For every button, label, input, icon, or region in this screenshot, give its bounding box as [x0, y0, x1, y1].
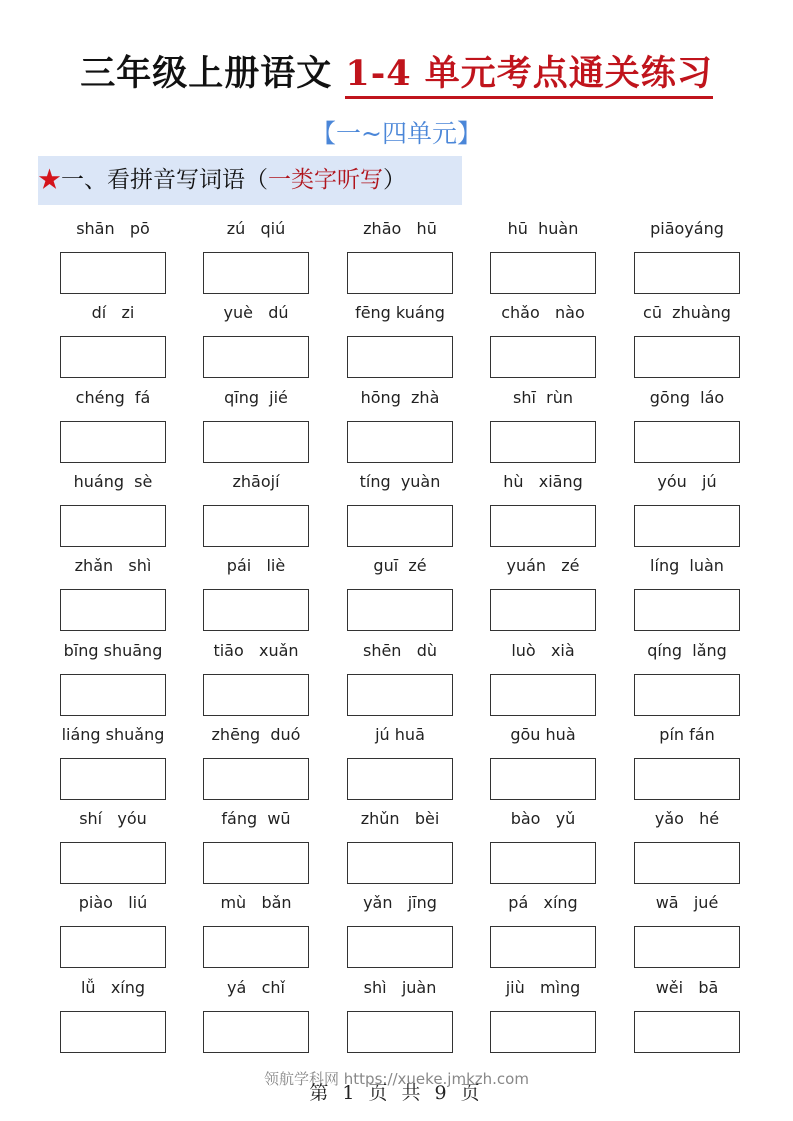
pinyin-label: pá xíng — [508, 893, 578, 913]
section-close-paren: ） — [383, 167, 406, 193]
pinyin-label: pín fán — [659, 724, 715, 744]
pinyin-label: shí yóu — [79, 809, 147, 829]
pinyin-label: yǎo hé — [654, 809, 720, 829]
pinyin-label: piāoyáng — [650, 219, 724, 238]
pinyin-label: fáng wū — [221, 809, 291, 829]
pinyin-label: jú huā — [375, 724, 425, 744]
answer-box[interactable] — [347, 842, 453, 884]
section-header — [38, 156, 462, 205]
page-footer: 第 1 页 共 9 页 — [309, 1082, 484, 1104]
section-heading: 一、看拼音写词语（ — [61, 167, 268, 193]
pinyin-label: lǚ xíng — [80, 977, 146, 997]
answer-box[interactable] — [634, 674, 740, 716]
pinyin-label: piào liú — [78, 893, 148, 913]
pinyin-label: líng luàn — [650, 556, 724, 576]
pinyin-label: yóu jú — [657, 471, 717, 491]
section-subheading: 一类字听写 — [268, 167, 383, 193]
pinyin-label: gōng láo — [649, 387, 725, 407]
answer-box[interactable] — [60, 589, 166, 631]
answer-box[interactable] — [347, 421, 453, 463]
pinyin-label: tiāo xuǎn — [213, 640, 299, 660]
answer-box[interactable] — [203, 758, 309, 800]
answer-box[interactable] — [60, 252, 166, 294]
answer-box[interactable] — [490, 758, 596, 800]
pinyin-label: pái liè — [226, 556, 286, 576]
answer-box[interactable] — [60, 505, 166, 547]
answer-box[interactable] — [60, 336, 166, 378]
answer-box[interactable] — [634, 842, 740, 884]
answer-box[interactable] — [634, 336, 740, 378]
pinyin-label: zhēng duó — [211, 724, 301, 744]
answer-box[interactable] — [203, 589, 309, 631]
pinyin-label: shī rùn — [513, 387, 573, 407]
answer-box[interactable] — [347, 926, 453, 968]
unit-range-subtitle: 【一~四单元】 — [311, 119, 482, 148]
answer-box[interactable] — [490, 1011, 596, 1053]
answer-box[interactable] — [490, 505, 596, 547]
pinyin-label: hōng zhà — [360, 387, 440, 407]
pinyin-label: jiù mìng — [505, 977, 581, 997]
answer-box[interactable] — [490, 926, 596, 968]
pinyin-label: gōu huà — [510, 724, 576, 744]
answer-box[interactable] — [634, 589, 740, 631]
title-highlight: 1-4 单元考点通关练习 — [345, 53, 712, 99]
answer-box[interactable] — [203, 842, 309, 884]
pinyin-label: qīng jié — [224, 387, 288, 407]
pinyin-label: yǎn jīng — [363, 893, 437, 913]
pinyin-label: huáng sè — [73, 471, 153, 491]
answer-box[interactable] — [203, 336, 309, 378]
pinyin-label: zú qiú — [226, 219, 286, 238]
answer-box[interactable] — [203, 252, 309, 294]
answer-box[interactable] — [347, 336, 453, 378]
answer-box[interactable] — [60, 926, 166, 968]
answer-box[interactable] — [203, 421, 309, 463]
pinyin-label: tíng yuàn — [359, 471, 441, 491]
watermark: 领航学科网 https://xueke.jmkzh.com — [264, 1070, 529, 1088]
pinyin-label: fēng kuáng — [355, 303, 445, 323]
pinyin-label: hù xiāng — [503, 471, 583, 491]
star-icon: ★ — [38, 167, 61, 193]
answer-box[interactable] — [203, 674, 309, 716]
answer-box[interactable] — [347, 758, 453, 800]
answer-box[interactable] — [347, 252, 453, 294]
pinyin-label: mù bǎn — [220, 893, 292, 913]
pinyin-label: shēn dù — [362, 640, 437, 660]
answer-box[interactable] — [490, 589, 596, 631]
answer-box[interactable] — [490, 421, 596, 463]
pinyin-label: qíng lǎng — [647, 640, 727, 660]
pinyin-label: guī zé — [373, 556, 427, 576]
pinyin-label: yá chǐ — [227, 977, 285, 997]
pinyin-label: zhǎn shì — [74, 556, 152, 576]
pinyin-label: luò xià — [511, 640, 575, 660]
answer-box[interactable] — [60, 758, 166, 800]
answer-box[interactable] — [60, 1011, 166, 1053]
answer-box[interactable] — [203, 926, 309, 968]
pinyin-label: yuè dú — [223, 303, 289, 323]
answer-box[interactable] — [203, 1011, 309, 1053]
pinyin-label: bào yǔ — [510, 809, 576, 829]
answer-box[interactable] — [490, 674, 596, 716]
pinyin-label: zhǔn bèi — [360, 809, 440, 829]
answer-box[interactable] — [634, 421, 740, 463]
answer-box[interactable] — [60, 421, 166, 463]
answer-box[interactable] — [347, 505, 453, 547]
pinyin-label: zhāojí — [232, 471, 280, 491]
pinyin-label: liáng shuǎng — [61, 724, 165, 744]
pinyin-label: bīng shuāng — [63, 640, 163, 660]
answer-box[interactable] — [634, 505, 740, 547]
pinyin-label: chéng fá — [75, 387, 151, 407]
pinyin-label: dí zi — [91, 303, 135, 323]
title-main: 三年级上册语文 — [80, 53, 333, 94]
pinyin-label: wěi bā — [655, 977, 719, 997]
pinyin-label: wā jué — [655, 893, 719, 913]
pinyin-label: shān pō — [76, 219, 150, 238]
pinyin-label: chǎo nào — [501, 303, 585, 323]
answer-box[interactable] — [347, 674, 453, 716]
pinyin-label: cū zhuàng — [643, 303, 731, 323]
answer-box[interactable] — [347, 589, 453, 631]
answer-box[interactable] — [60, 842, 166, 884]
pinyin-label: zhāo hū — [363, 219, 437, 238]
answer-box[interactable] — [634, 758, 740, 800]
answer-box[interactable] — [490, 842, 596, 884]
answer-box[interactable] — [490, 252, 596, 294]
answer-box[interactable] — [634, 252, 740, 294]
document-title — [0, 46, 793, 96]
answer-box[interactable] — [490, 336, 596, 378]
answer-box[interactable] — [347, 1011, 453, 1053]
pinyin-label: shì juàn — [363, 977, 437, 997]
answer-box[interactable] — [634, 1011, 740, 1053]
pinyin-label: yuán zé — [506, 556, 580, 576]
answer-box[interactable] — [634, 926, 740, 968]
answer-box[interactable] — [203, 505, 309, 547]
answer-box[interactable] — [60, 674, 166, 716]
pinyin-label: hū huàn — [507, 219, 579, 238]
